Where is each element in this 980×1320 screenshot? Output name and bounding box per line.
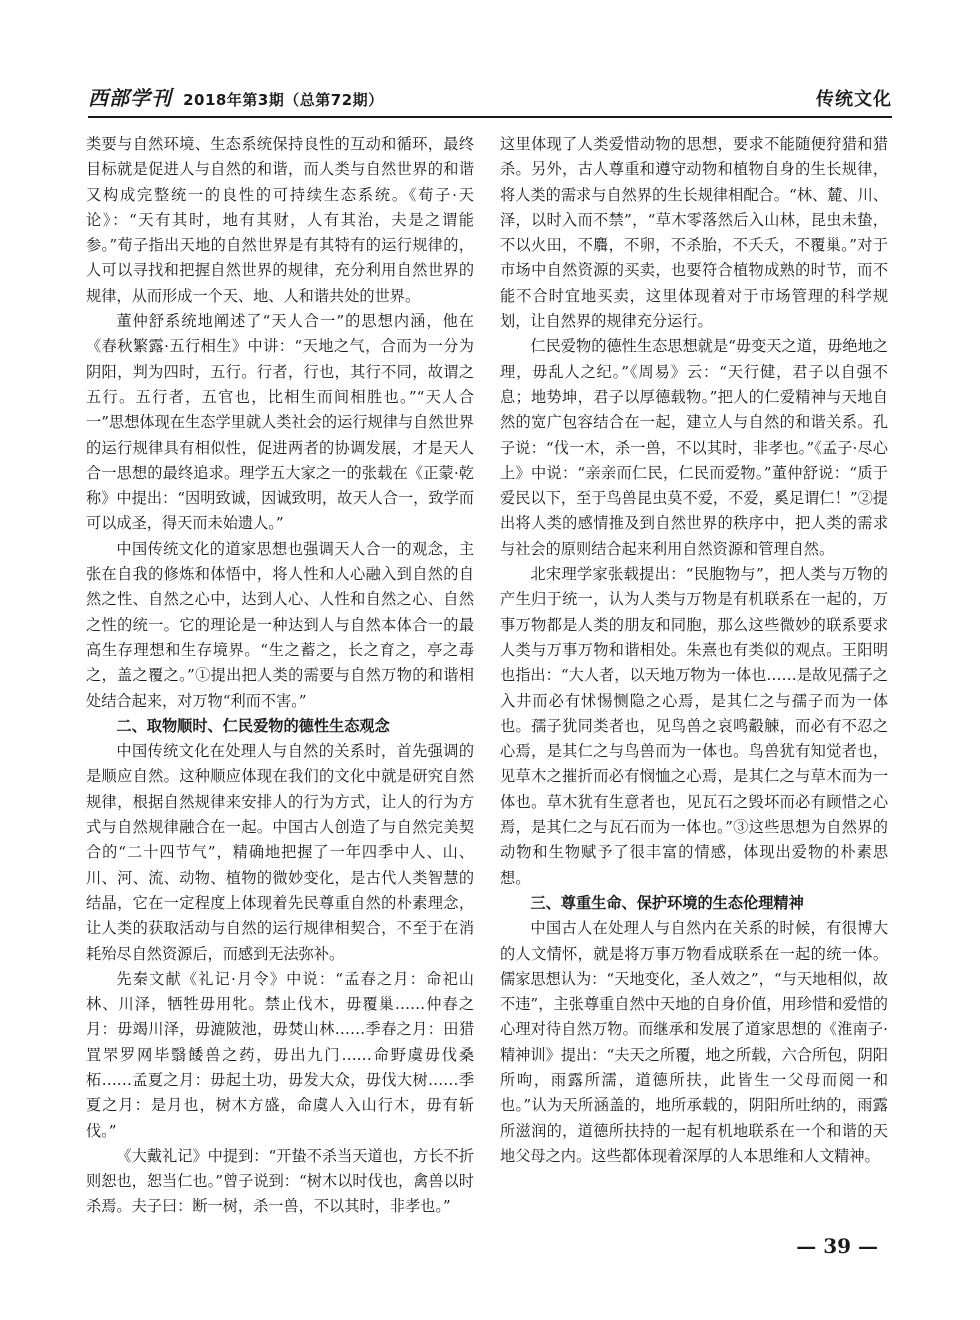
section-heading: 三、尊重生命、保护环境的生态伦理精神 [530,893,804,912]
left-column [86,132,474,1220]
issue-info: 2018年第3期（总第72期） [183,91,384,109]
right-column [500,132,888,1169]
paragraph: 类要与自然环境、生态系统保持良性的互动和循环，最终目标就是促进人与自然的和谐，而人类与自然世界的和谐又构成完整统一的良性的可持续生态系统。《荀子·天论》：“天有其时，地有其财，人有其治，夫是之谓能参。”荀子指出天地的自然世界是有其特有的运行规律的，人可以寻找和把握自然世界的规律，充分利用自然世界的规律，从而形成一个天、地、人和谐共处的世界。 [86,135,474,305]
paragraph: 先秦文献《礼记·月令》中说：“孟春之月：命祀山林、川泽，牺牲毋用牝。禁止伐木，毋覆巢……仲春之月：毋竭川泽，毋漉陂池，毋焚山林……季春之月：田猎罝罘罗网毕翳餧兽之药，毋出九门……命野虞毋伐桑柘……孟夏之月：毋起土功，毋发大众，毋伐大树……季夏之月：是月也，树木方盛，命虞人入山行木，毋有斩伐。” [86,969,474,1140]
page-number: — 39 — [796,1234,878,1258]
paragraph: 《大戴礼记》中提到：“开蛰不杀当天道也，方长不折则恕也，恕当仁也。”曾子说到：“树木以时伐也，禽兽以时杀焉。夫子曰：断一树，杀一兽，不以其时，非孝也。” [86,1146,474,1216]
section-heading: 二、取物顺时、仁民爱物的德性生态观念 [116,716,390,735]
journal-info [88,82,384,111]
page-header [88,86,892,118]
paragraph: 中国传统文化的道家思想也强调天人合一的观念，主张在自我的修炼和体悟中，将人性和人心融入到自然的自然之性、自然之心中，达到人心、人性和自然之心、自然之性的统一。它的理论是一种达到人与自然本体合一的最高生存理想和生存境界。“生之蓄之，长之育之，亭之毒之，盖之覆之。”①提出把人类的需要与自然万物的和谐相处结合起来，对万物“利而不害。” [86,539,474,710]
paragraph: 这里体现了人类爱惜动物的思想，要求不能随便狩猎和猎杀。另外，古人尊重和遵守动物和植物自身的生长规律，将人类的需求与自然界的生长规律相配合。“林、麓、川、泽，以时入而不禁”，“草木零落然后入山林，昆虫未蛰，不以火田，不麛，不卵，不杀胎，不夭夭，不覆巢。”对于市场中自然资源的买卖，也要符合植物成熟的时节，而不能不合时宜地买卖，这里体现着对于市场管理的科学规划，让自然界的规律充分运行。 [500,135,888,331]
paragraph: 北宋理学家张载提出：“民胞物与”，把人类与万物的产生归于统一，认为人类与万物是有机联系在一起的，万事万物都是人类的朋友和同胞，那么这些微妙的联系要求人类与万事万物和谐相处。朱熹也有类似的观点。王阳明也指出：“大人者，以天地万物为一体也……是故见孺子之入井而必有怵惕恻隐之心焉，是其仁之与孺子而为一体也。孺子犹同类者也，见鸟兽之哀鸣觳觫，而必有不忍之心焉，是其仁之与鸟兽而为一体也。鸟兽犹有知觉者也，见草木之摧折而必有悯恤之心焉，是其仁之与草木而为一体也。草木犹有生意者也，见瓦石之毁坏而必有顾惜之心焉，是其仁之与瓦石而为一体也。”③这些思想为自然界的动物和生物赋予了很丰富的情感，体现出爱物的朴素思想。 [500,565,888,887]
paragraph: 董仲舒系统地阐述了“天人合一”的思想内涵，他在《春秋繁露·五行相生》中讲：“天地之气，合而为一分为阴阳，判为四时，五行。行者，行也，其行不同，故谓之五行。五行者，五官也，比相生而间相胜也。”“天人合一”思想体现在生态学里就人类社会的运行规律与自然世界的运行规律具有相似性，促进两者的协调发展，才是天人合一思想的最终追求。理学五大家之一的张载在《正蒙·乾称》中提出：“因明致诚，因诚致明，故天人合一，致学而可以成圣，得天而未始遗人。” [86,312,474,533]
paragraph: 中国古人在处理人与自然内在关系的时候，有很博大的人文情怀，就是将万事万物看成联系在一起的统一体。儒家思想认为：“天地变化，圣人效之”，“与天地相似，故不违”，主张尊重自然中天地的自身价值，用珍惜和爱惜的心理对待自然万物。而继承和发展了道家思想的《淮南子·精神训》提出：“夫天之所覆，地之所载，六合所包，阴阳所呴，雨露所濡，道德所扶，此皆生一父母而阅一和也。”认为天所涵盖的，地所承载的，阴阳所吐纳的，雨露所滋润的，道德所扶持的一起有机地联系在一个和谐的天地父母之内。这些都体现着深厚的人本思维和人文精神。 [500,919,888,1165]
section-title: 传统文化 [816,89,892,110]
paragraph: 仁民爱物的德性生态思想就是“毋变天之道，毋绝地之理，毋乱人之纪。”《周易》云：“天行健，君子以自强不息；地势坤，君子以厚德载物。”把人的仁爱精神与天地自然的宽广包容结合在一起，建立人与自然的和谐关系。孔子说：“伐一木，杀一兽，不以其时，非孝也。”《孟子·尽心上》中说：“亲亲而仁民，仁民而爱物。”董仲舒说：“质于爱民以下，至于鸟兽昆虫莫不爱，不爱，奚足谓仁！”②提出将人类的感情推及到自然世界的秩序中，把人类的需求与社会的原则结合起来利用自然资源和管理自然。 [500,337,888,558]
journal-logo: 西部学刊 [88,86,172,110]
paragraph: 中国传统文化在处理人与自然的关系时，首先强调的是顺应自然。这种顺应体现在我们的文化中就是研究自然规律，根据自然规律来安排人的行为方式，让人的行为方式与自然规律融合在一起。中国古人创造了与自然完美契合的“二十四节气”，精确地把握了一年四季中人、山、川、河、流、动物、植物的微妙变化，是古代人类智慧的结晶，它在一定程度上体现着先民尊重自然的朴素理念，让人类的获取活动与自然的运行规律相契合，不至于在消耗殆尽自然资源后，而感到无法弥补。 [86,742,474,963]
